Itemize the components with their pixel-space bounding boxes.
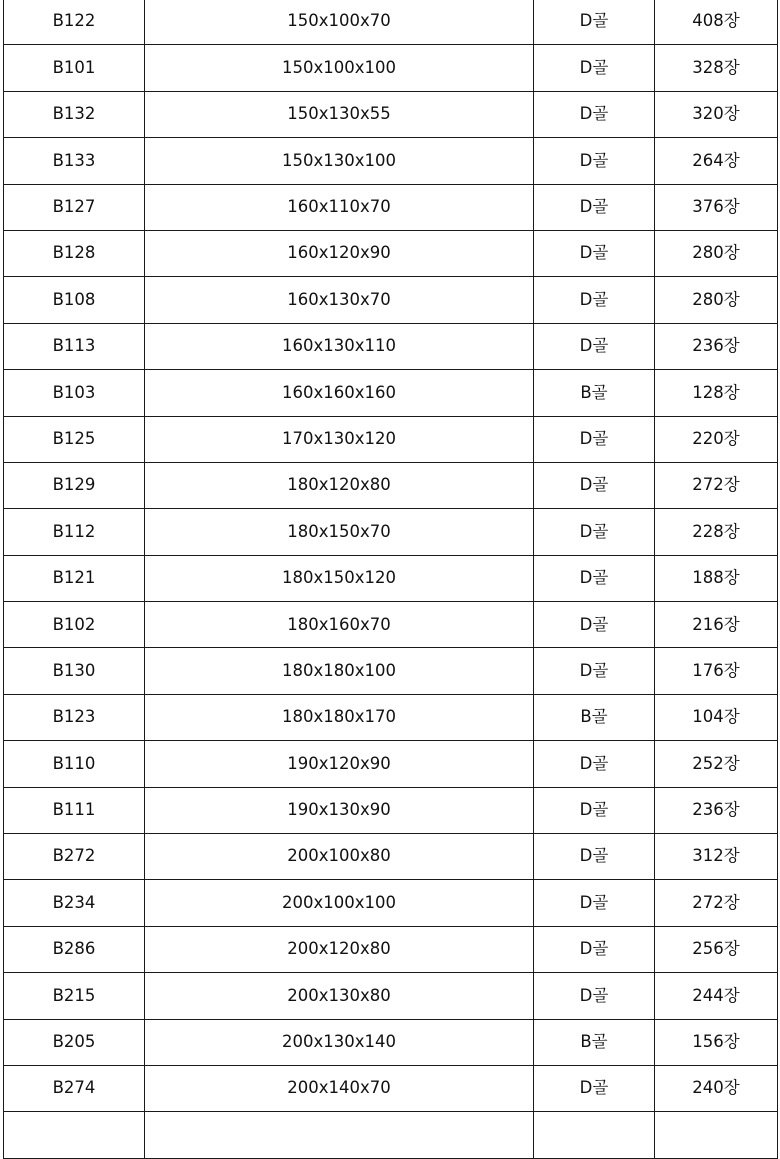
box-dimensions-cell xyxy=(145,1112,534,1158)
product-code-cell: B101 xyxy=(4,45,145,91)
table-row xyxy=(4,45,778,91)
table-row xyxy=(4,184,778,230)
box-dimensions-cell: 200x140x70 xyxy=(145,1065,534,1111)
table-row xyxy=(4,1065,778,1111)
table-row xyxy=(4,926,778,972)
quantity-cell: 216장 xyxy=(655,602,778,648)
table-row xyxy=(4,277,778,323)
product-code-cell: B122 xyxy=(4,0,145,45)
table-row xyxy=(4,416,778,462)
flute-type-cell: B골 xyxy=(534,694,655,740)
table-row xyxy=(4,787,778,833)
table-row xyxy=(4,555,778,601)
table-row xyxy=(4,230,778,276)
table-row xyxy=(4,509,778,555)
table-row xyxy=(4,694,778,740)
quantity-cell: 104장 xyxy=(655,694,778,740)
flute-type-cell: D골 xyxy=(534,416,655,462)
flute-type-cell: D골 xyxy=(534,138,655,184)
quantity-cell: 320장 xyxy=(655,91,778,137)
table-row xyxy=(4,370,778,416)
table-row xyxy=(4,1019,778,1065)
flute-type-cell: D골 xyxy=(534,926,655,972)
product-code-cell: B123 xyxy=(4,694,145,740)
flute-type-cell xyxy=(534,1112,655,1158)
quantity-cell: 240장 xyxy=(655,1065,778,1111)
box-spec-table-container xyxy=(3,0,777,1159)
quantity-cell: 244장 xyxy=(655,973,778,1019)
quantity-cell: 176장 xyxy=(655,648,778,694)
product-code-cell: B113 xyxy=(4,323,145,369)
quantity-cell: 280장 xyxy=(655,277,778,323)
table-row xyxy=(4,138,778,184)
box-dimensions-cell: 180x150x120 xyxy=(145,555,534,601)
product-code-cell xyxy=(4,1112,145,1158)
box-dimensions-cell: 180x120x80 xyxy=(145,462,534,508)
product-code-cell: B286 xyxy=(4,926,145,972)
quantity-cell: 236장 xyxy=(655,323,778,369)
quantity-cell: 188장 xyxy=(655,555,778,601)
box-dimensions-cell: 150x100x100 xyxy=(145,45,534,91)
flute-type-cell: D골 xyxy=(534,741,655,787)
quantity-cell: 264장 xyxy=(655,138,778,184)
table-row xyxy=(4,462,778,508)
product-code-cell: B274 xyxy=(4,1065,145,1111)
product-code-cell: B108 xyxy=(4,277,145,323)
quantity-cell: 128장 xyxy=(655,370,778,416)
product-code-cell: B205 xyxy=(4,1019,145,1065)
box-spec-table xyxy=(3,0,778,1159)
box-dimensions-cell: 170x130x120 xyxy=(145,416,534,462)
product-code-cell: B129 xyxy=(4,462,145,508)
quantity-cell: 228장 xyxy=(655,509,778,555)
product-code-cell: B215 xyxy=(4,973,145,1019)
table-row xyxy=(4,741,778,787)
product-code-cell: B112 xyxy=(4,509,145,555)
product-code-cell: B234 xyxy=(4,880,145,926)
quantity-cell: 376장 xyxy=(655,184,778,230)
box-dimensions-cell: 150x130x100 xyxy=(145,138,534,184)
quantity-cell: 272장 xyxy=(655,880,778,926)
box-dimensions-cell: 200x130x140 xyxy=(145,1019,534,1065)
quantity-cell: 256장 xyxy=(655,926,778,972)
flute-type-cell: D골 xyxy=(534,184,655,230)
table-row xyxy=(4,323,778,369)
flute-type-cell: D골 xyxy=(534,91,655,137)
table-row xyxy=(4,0,778,45)
box-dimensions-cell: 200x100x100 xyxy=(145,880,534,926)
quantity-cell: 328장 xyxy=(655,45,778,91)
flute-type-cell: D골 xyxy=(534,787,655,833)
box-dimensions-cell: 200x120x80 xyxy=(145,926,534,972)
box-dimensions-cell: 200x100x80 xyxy=(145,834,534,880)
table-row xyxy=(4,648,778,694)
box-dimensions-cell: 180x160x70 xyxy=(145,602,534,648)
flute-type-cell: D골 xyxy=(534,230,655,276)
quantity-cell: 272장 xyxy=(655,462,778,508)
flute-type-cell: D골 xyxy=(534,973,655,1019)
quantity-cell: 236장 xyxy=(655,787,778,833)
table-row xyxy=(4,1112,778,1158)
product-code-cell: B132 xyxy=(4,91,145,137)
quantity-cell: 312장 xyxy=(655,834,778,880)
product-code-cell: B111 xyxy=(4,787,145,833)
table-row xyxy=(4,973,778,1019)
product-code-cell: B133 xyxy=(4,138,145,184)
product-code-cell: B121 xyxy=(4,555,145,601)
flute-type-cell: B골 xyxy=(534,370,655,416)
box-spec-table-body xyxy=(4,0,778,1158)
flute-type-cell: D골 xyxy=(534,834,655,880)
box-dimensions-cell: 190x130x90 xyxy=(145,787,534,833)
flute-type-cell: D골 xyxy=(534,602,655,648)
box-dimensions-cell: 150x130x55 xyxy=(145,91,534,137)
product-code-cell: B103 xyxy=(4,370,145,416)
box-dimensions-cell: 160x160x160 xyxy=(145,370,534,416)
quantity-cell: 408장 xyxy=(655,0,778,45)
quantity-cell xyxy=(655,1112,778,1158)
box-dimensions-cell: 180x180x170 xyxy=(145,694,534,740)
quantity-cell: 220장 xyxy=(655,416,778,462)
box-dimensions-cell: 160x120x90 xyxy=(145,230,534,276)
flute-type-cell: B골 xyxy=(534,1019,655,1065)
table-row xyxy=(4,602,778,648)
product-code-cell: B130 xyxy=(4,648,145,694)
box-dimensions-cell: 180x150x70 xyxy=(145,509,534,555)
product-code-cell: B128 xyxy=(4,230,145,276)
table-row xyxy=(4,91,778,137)
product-code-cell: B272 xyxy=(4,834,145,880)
box-dimensions-cell: 160x130x110 xyxy=(145,323,534,369)
box-dimensions-cell: 200x130x80 xyxy=(145,973,534,1019)
quantity-cell: 252장 xyxy=(655,741,778,787)
flute-type-cell: D골 xyxy=(534,555,655,601)
flute-type-cell: D골 xyxy=(534,462,655,508)
flute-type-cell: D골 xyxy=(534,323,655,369)
flute-type-cell: D골 xyxy=(534,648,655,694)
box-dimensions-cell: 160x110x70 xyxy=(145,184,534,230)
box-dimensions-cell: 190x120x90 xyxy=(145,741,534,787)
flute-type-cell: D골 xyxy=(534,509,655,555)
flute-type-cell: D골 xyxy=(534,1065,655,1111)
product-code-cell: B110 xyxy=(4,741,145,787)
product-code-cell: B127 xyxy=(4,184,145,230)
flute-type-cell: D골 xyxy=(534,277,655,323)
table-row xyxy=(4,880,778,926)
quantity-cell: 280장 xyxy=(655,230,778,276)
table-row xyxy=(4,834,778,880)
box-dimensions-cell: 180x180x100 xyxy=(145,648,534,694)
quantity-cell: 156장 xyxy=(655,1019,778,1065)
box-dimensions-cell: 160x130x70 xyxy=(145,277,534,323)
flute-type-cell: D골 xyxy=(534,45,655,91)
product-code-cell: B102 xyxy=(4,602,145,648)
flute-type-cell: D골 xyxy=(534,880,655,926)
product-code-cell: B125 xyxy=(4,416,145,462)
flute-type-cell: D골 xyxy=(534,0,655,45)
box-dimensions-cell: 150x100x70 xyxy=(145,0,534,45)
